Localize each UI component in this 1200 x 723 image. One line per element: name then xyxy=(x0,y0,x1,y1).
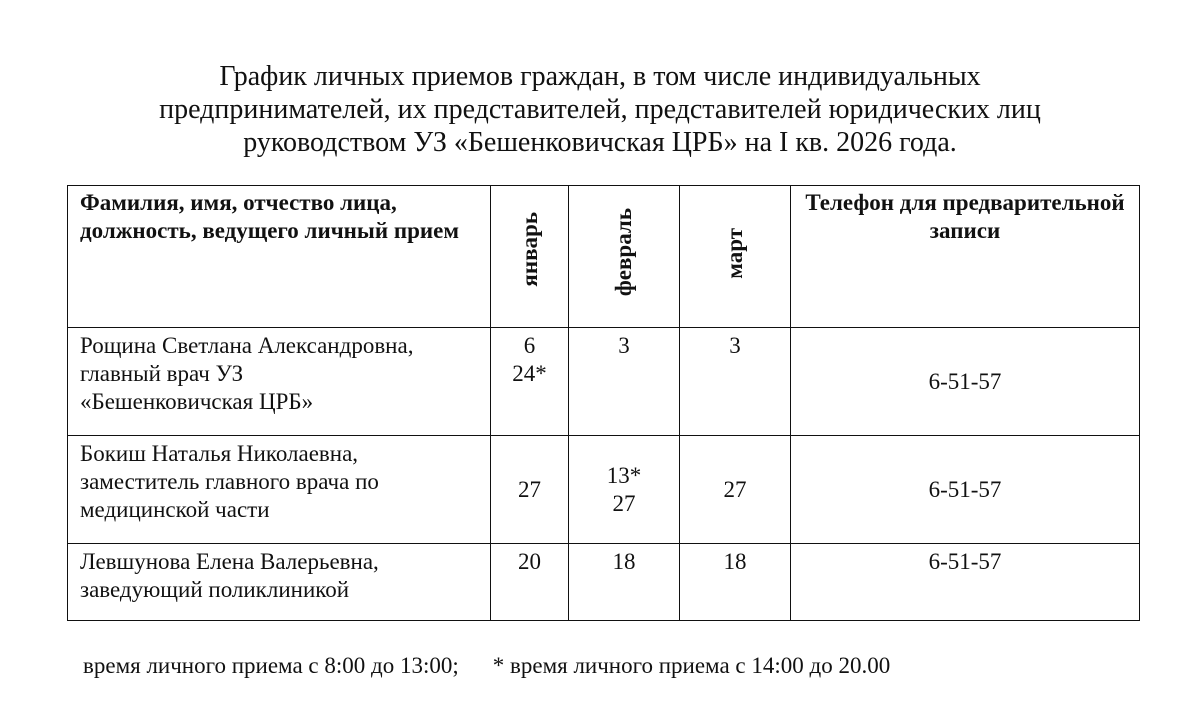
row-3-name xyxy=(68,544,491,621)
row-2-february xyxy=(569,436,680,544)
row-3-name-line-2: заведующий поликлиникой xyxy=(80,577,350,602)
row-2-january-date-1: 27 xyxy=(518,476,541,502)
row-2-february-date-1: 13* xyxy=(606,462,642,488)
table-row xyxy=(68,436,1140,544)
title-line-2: предпринимателей, их представителей, представителей юридических лиц xyxy=(159,94,1041,125)
document-title xyxy=(0,60,1200,159)
table-header-row xyxy=(68,186,1140,328)
header-month-march xyxy=(680,186,791,328)
row-1-name-line-2: главный врач УЗ xyxy=(80,361,244,386)
row-3-name-line-1: Левшунова Елена Валерьевна, xyxy=(80,549,379,574)
row-1-march xyxy=(680,328,791,436)
row-1-january-date-1: 6 xyxy=(523,333,536,358)
row-1-february-date-1: 3 xyxy=(618,333,630,358)
row-2-march xyxy=(680,436,791,544)
header-month-february xyxy=(569,186,680,328)
header-month-february-label: февраль xyxy=(611,208,636,297)
row-1-phone: 6-51-57 xyxy=(791,328,1140,436)
reception-schedule-table xyxy=(67,185,1140,621)
row-3-january xyxy=(491,544,569,621)
row-1-name xyxy=(68,328,491,436)
row-1-january-date-2: 24* xyxy=(512,361,547,386)
row-2-name-line-3: медицинской части xyxy=(80,497,270,522)
header-month-january-label: январь xyxy=(516,212,542,287)
row-3-phone: 6-51-57 xyxy=(791,544,1140,621)
row-2-phone: 6-51-57 xyxy=(791,436,1140,544)
row-3-february xyxy=(569,544,680,621)
row-1-name-line-1: Рощина Светлана Александровна, xyxy=(80,333,414,358)
footer-note-morning-hours: время личного приема с 8:00 до 13:00; xyxy=(83,653,459,678)
row-2-march-date-1: 27 xyxy=(723,476,747,502)
title-line-3: руководством УЗ «Бешенковичская ЦРБ» на I кв. 2026 года. xyxy=(243,127,957,158)
row-2-name-line-1: Бокиш Наталья Николаевна, xyxy=(80,441,359,466)
footer-note-evening-hours: * время личного приема с 14:00 до 20.00 xyxy=(492,653,891,678)
row-2-january xyxy=(491,436,569,544)
row-1-february xyxy=(569,328,680,436)
row-1-march-date-1: 3 xyxy=(729,333,741,358)
row-3-february-date-1: 18 xyxy=(612,549,636,574)
row-2-february-date-2: 27 xyxy=(612,490,636,516)
row-3-march-date-1: 18 xyxy=(723,549,747,574)
row-1-name-line-3: «Бешенковичская ЦРБ» xyxy=(80,389,314,414)
row-1-january xyxy=(491,328,569,436)
row-3-january-date-1: 20 xyxy=(518,549,541,574)
title-line-1: График личных приемов граждан, в том числе индивидуальных xyxy=(219,61,981,92)
header-month-january xyxy=(491,186,569,328)
header-name: Фамилия, имя, отчество лица, должность, ведущего личный прием xyxy=(68,186,491,328)
table-row xyxy=(68,544,1140,621)
table-row xyxy=(68,328,1140,436)
row-2-name xyxy=(68,436,491,544)
row-3-march xyxy=(680,544,791,621)
row-2-name-line-2: заместитель главного врача по xyxy=(80,469,379,494)
footer-notes xyxy=(83,652,890,680)
header-phone: Телефон для предварительной записи xyxy=(791,186,1140,328)
header-month-march-label: март xyxy=(722,228,747,279)
